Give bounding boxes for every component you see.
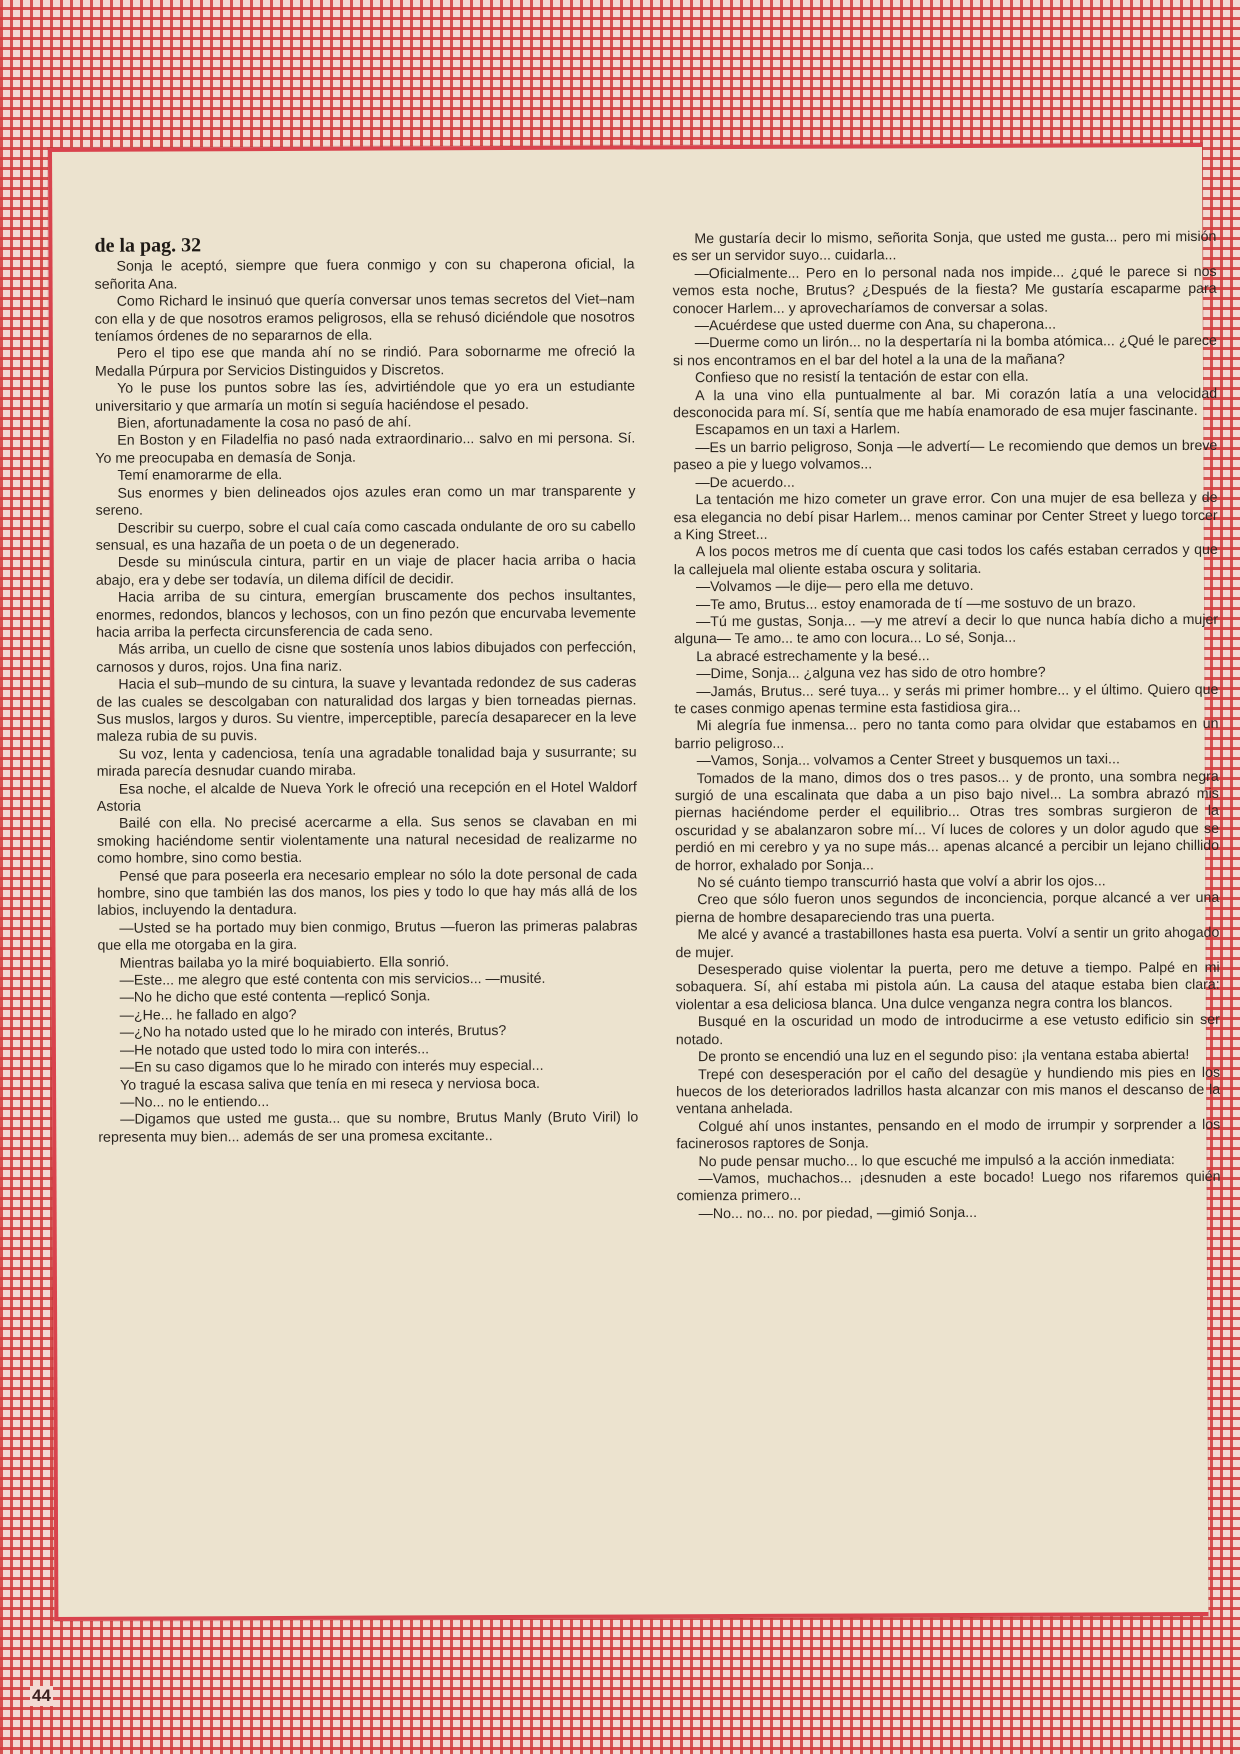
- paragraph: Hacia arriba de su cintura, emergían bruscamente dos pechos insultantes, enormes, redondos, blancos y lechosos, con un fino pezón que encurvaba levemente hacia arriba la perfecta circunsferencia de cada seno.: [96, 587, 637, 641]
- paragraph: —No... no le entiendo...: [120, 1093, 270, 1111]
- paragraph: Como Richard le insinuó que quería conversar unos temas secretos del Viet–nam con ella y de que nosotros eramos peligrosos, ella se rehusó diciéndole que nosotros teníamos órdenes de no separarnos de ella.: [94, 291, 635, 345]
- paragraph: —¿He... he fallado en algo?: [119, 1006, 297, 1024]
- paragraph: Tomados de la mano, dimos dos o tres pasos... y de pronto, una sombra negra surgió de una escalinata que daba a un piso bajo nivel... La sombra abrazó mis piernas haciéndome perder el equilibrio... Otras tres sombras surgieron de la oscuridad y se abalanzaron sobre mí... Ví luces de colores y un dolor agudo que se perdió en mi cerebro y ya no supe más... apenas alcancé a percibir un lejano chillido de horror, exhalado por Sonja...: [674, 768, 1220, 874]
- paragraph: —No he dicho que esté contenta —replicó Sonja.: [119, 988, 431, 1007]
- paragraph: —¿No ha notado usted que lo he mirado con interés, Brutus?: [119, 1023, 507, 1041]
- paragraph: —Acuérdese que usted duerme con Ana, su chaperona...: [694, 316, 1057, 335]
- paragraph: —De acuerdo...: [695, 474, 795, 491]
- paragraph: Yo le puse los puntos sobre las íes, advirtiéndole que yo era un estudiante universitario y que armaría un motín si seguía haciéndose el pesado.: [95, 378, 636, 415]
- paragraph: —No... no... no. por piedad, —gimió Sonja...: [698, 1204, 978, 1222]
- paragraph: En Boston y en Filadelfia no pasó nada extraordinario... salvo en mi persona. Sí. Yo me preocupaba en demasía de Sonja.: [95, 430, 636, 467]
- paragraph: Pero el tipo ese que manda ahí no se rindió. Para sobornarme me ofreció la Medalla Púrpura por Servicios Distinguidos y Discretos.: [94, 343, 635, 380]
- paragraph: A la una vino ella puntualmente al bar. Mi corazón latía a una velocidad desconocida para mí. Sí, sentía que me había enamorado de esa mujer fascinante.: [673, 385, 1218, 422]
- paragraph: —Vamos, muchachos... ¡desnuden a este bocado! Luego nos rifaremos quién comienza primero...: [676, 1168, 1221, 1205]
- paragraph: —Dime, Sonja... ¿alguna vez has sido de otro hombre?: [696, 664, 1046, 683]
- paragraph: Confieso que no resistí la tentación de estar con ella.: [694, 368, 1029, 387]
- paragraph: No sé cuánto tiempo transcurrió hasta que volví a abrir los ojos...: [697, 873, 1106, 892]
- paragraph: Escapamos en un taxi a Harlem.: [695, 421, 901, 439]
- paragraph: Creo que sólo fueron unos segundos de inconciencia, porque alcancé a ver una pierna de hombre desapareciendo tras una puerta.: [675, 890, 1220, 927]
- paragraph: —Oficialmente... Pero en lo personal nada nos impide... ¿qué le parece si nos vemos esta noche, Brutus? ¿Después de la fiesta? Me gustaría escaparme para conocer Harlem... y aprovecharíamos de conversar a solas.: [672, 263, 1217, 317]
- paragraph: Más arriba, un cuello de cisne que sostenía unos labios dibujados con perfección, carnosos y duros, rojos. Una fina nariz.: [96, 639, 637, 676]
- paragraph: —Este... me alegro que esté contenta con mis servicios... —musité.: [119, 970, 546, 989]
- paragraph: Trepé con desesperación por el caño del desagüe y hundiendo mis pies en los huecos de los deteriorados ladrillos hasta alcanzar con mis manos el descanso de la ventana anhelada.: [676, 1064, 1221, 1118]
- paragraph: De pronto se encendió una luz en el segundo piso: ¡la ventana estaba abierta!: [697, 1047, 1190, 1066]
- paragraph: Colgué ahí unos instantes, pensando en el modo de irrumpir y sorprender a los facinerosos raptores de Sonja.: [676, 1116, 1221, 1153]
- right-paragraphs: [672, 229, 1220, 1224]
- paragraph: —En su caso digamos que lo he mirado con interés muy especial...: [119, 1057, 544, 1076]
- paragraph: Me alcé y avancé a trastabillones hasta esa puerta. Volví a sentir un grito ahogado de mujer.: [675, 925, 1220, 961]
- paragraph: Yo tragué la escasa saliva que tenía en mi reseca y nerviosa boca.: [120, 1075, 540, 1094]
- paragraph: —Te amo, Brutus... estoy enamorada de tí —me sostuvo de un brazo.: [695, 594, 1137, 613]
- continuation-heading: de la pag. 32: [94, 234, 202, 257]
- paragraph: Su voz, lenta y cadenciosa, tenía una agradable tonalidad baja y susurrante; su mirada parecía desnudar cuando miraba.: [96, 744, 637, 780]
- paragraph: Bailé con ella. No precisé acercarme a ella. Sus senos se clavaban en mi smoking haciéndome sentir violentamente una natural necesidad de realizarme no como hombre, sino como bestia.: [96, 813, 638, 868]
- paragraph: La tentación me hizo cometer un grave error. Con una mujer de esa belleza y de esa elegancia no debí pisar Harlem... menos caminar por Center Street y luego torcer a King Street...: [673, 489, 1218, 544]
- paragraph: Busqué en la oscuridad un modo de introducirme a ese vetusto edificio sin ser notado.: [675, 1012, 1220, 1048]
- paragraph: Sonja le aceptó, siempre que fuera conmigo y con su chaperona oficial, la señorita Ana.: [94, 256, 635, 293]
- paragraph: Desesperado quise violentar la puerta, pero me detuve a tiempo. Palpé en mi sobaquera. Sí, ahí estaba mi pistola aún. La causa del ataque estaba bien clara: violentar a esa deliciosa blanca. Una dulce venganza negra contra los blancos.: [675, 959, 1220, 1014]
- paragraph: —Digamos que usted me gusta... que su nombre, Brutus Manly (Bruto Viril) lo representa muy bien... además de ser una promesa excitante..: [98, 1109, 639, 1146]
- paragraph: —Duerme como un lirón... no la despertaría ni la bomba atómica... ¿Qué le parece si nos encontramos en el bar del hotel a la una de la mañana?: [672, 333, 1217, 370]
- paragraph: Bien, afortunadamente la cosa no pasó de ahí.: [117, 414, 412, 432]
- paragraph: No pude pensar mucho... lo que escuché me impulsó a la acción inmediata:: [698, 1151, 1175, 1170]
- paragraph: —Tú me gustas, Sonja... —y me atreví a decir lo que nunca había dicho a mujer alguna— Te amo... te amo con locura... Lo sé, Sonja...: [674, 611, 1219, 648]
- paragraph: —Volvamos —le dije— pero ella me detuvo.: [695, 578, 974, 596]
- paragraph: Esa noche, el alcalde de Nueva York le ofreció una recepción en el Hotel Waldorf Astoria: [96, 779, 637, 815]
- paragraph: —Vamos, Sonja... volvamos a Center Street y busquemos un taxi...: [696, 751, 1120, 770]
- paragraph: A los pocos metros me dí cuenta que casi todos los cafés estaban cerrados y que la callejuela mal oliente estaba oscura y solitaria.: [673, 542, 1218, 578]
- paragraph: Me gustaría decir lo mismo, señorita Sonja, que usted me gusta... pero mi misión es ser un servidor suyo... cuidarla...: [672, 228, 1217, 265]
- paragraph: Hacia el sub–mundo de su cintura, la suave y levantada redondez de sus caderas de las cuales se descolgaban con naturalidad dos largas y bien torneadas piernas. Sus muslos, largos y duros. Su vientre, imperceptible, parecía desaparecer en la leve maleza rubia de su puvis.: [96, 674, 637, 746]
- paragraph: —Es un barrio peligroso, Sonja —le advertí— Le recomiendo que demos un breve paseo a pie y luego volvamos...: [673, 437, 1218, 474]
- paragraph: Sus enormes y bien delineados ojos azules eran como un mar transparente y sereno.: [95, 483, 636, 519]
- right-column: [672, 229, 1220, 1224]
- paragraph: Mientras bailaba yo la miré boquiabierto. Ella sonrió.: [119, 953, 450, 972]
- paragraph: —Jamás, Brutus... seré tuya... y serás mi primer hombre... y el último. Quiero que te cases conmigo apenas termine esta fastidiosa gira...: [674, 681, 1219, 718]
- article-panel: [48, 143, 1221, 1621]
- left-column: [94, 235, 638, 1146]
- page-number: 44: [32, 1686, 51, 1705]
- left-paragraphs: [94, 257, 638, 1147]
- paragraph: La abracé estrechamente y la besé...: [696, 647, 930, 665]
- paragraph: Mi alegría fue inmensa... pero no tanta como para olvidar que estabamos en un barrio peligroso...: [674, 716, 1219, 753]
- paragraph: Temí enamorarme de ella.: [117, 467, 283, 484]
- paragraph: Describir su cuerpo, sobre el cual caía como cascada ondulante de oro su cabello sensual, es una hazaña de un poeta o de un degenerado.: [95, 517, 636, 554]
- paragraph: Desde su minúscula cintura, partir en un viaje de placer hacia arriba o hacia abajo, era y debe ser todavía, un dilema difícil de decidir.: [95, 552, 636, 589]
- paragraph: —He notado que usted todo lo mira con interés...: [119, 1041, 430, 1059]
- paragraph: —Usted se ha portado muy bien conmigo, Brutus —fueron las primeras palabras que ella me otorgaba en la gira.: [97, 918, 638, 955]
- paragraph: Pensé que para poseerla era necesario emplear no sólo la dote personal de cada hombre, sino que también las dos manos, los pies y todo lo que hay más allá de los labios, incluyendo la dentadura.: [97, 866, 638, 920]
